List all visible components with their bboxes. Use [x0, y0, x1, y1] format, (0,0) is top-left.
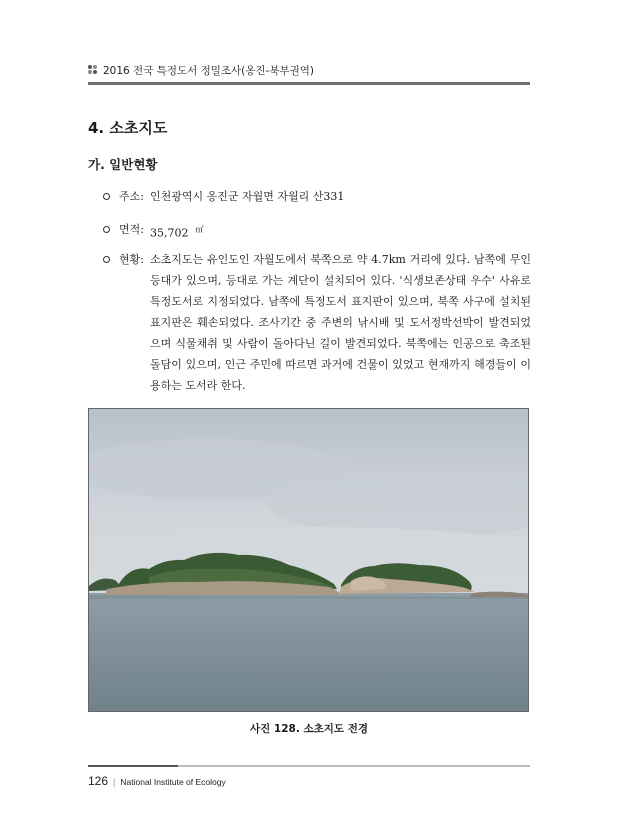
page-number: 126 [88, 774, 109, 788]
island-photo [88, 408, 529, 712]
section-title: 4. 소초지도 [88, 119, 168, 137]
area-unit: ㎡ [195, 225, 204, 234]
subsection-title: 가. 일반현황 [88, 157, 158, 172]
running-header [88, 62, 530, 82]
circle-bullet-icon [103, 193, 110, 200]
status-label: 현황: [119, 253, 144, 266]
footer-rule-accent [88, 765, 178, 767]
header-bullet-icon [88, 65, 98, 75]
circle-bullet-icon [103, 226, 110, 233]
status-paragraph: 소초지도는 유인도인 자월도에서 북쪽으로 약 4.7km 거리에 있다. 남쪽에 무인등대가 있으며, 등대로 가는 계단이 설치되어 있다. '식생보존상태 우수' 사유로 특정도서로 지정되었다. 남쪽에 특정도서 표지판이 있으며, 북쪽 사구에 설치된 표지판은 훼손되었다. 조사기간 중 주변의 낚시배 및 도서정박선박이 발견되었으며 식물채취 및 사람이 돌아다닌 길이 발견되었다. 북쪽에는 인공으로 축조된 돌담이 있으며, 인근 주민에 따르면 과거에 건물이 있었고 현재까지 해경들이 이용하는 도서라 한다. [150, 253, 531, 392]
footer-organization: National Institute of Ecology [120, 777, 226, 787]
area-value: 35,702 [150, 226, 189, 240]
header-rule [88, 82, 530, 85]
page-footer [88, 774, 226, 788]
address-value: 인천광역시 옹진군 자월면 자월리 산331 [150, 190, 345, 203]
footer-rule [178, 765, 530, 767]
footer-separator: | [113, 777, 116, 787]
header-title: 2016 전국 특정도서 정밀조사(옹진-북부권역) [103, 65, 315, 77]
island-photo-image [89, 409, 529, 712]
circle-bullet-icon [103, 256, 110, 263]
area-value-wrap [150, 219, 204, 244]
photo-caption: 사진 128. 소초지도 전경 [249, 723, 369, 735]
area-label: 면적: [119, 223, 144, 236]
address-label: 주소: [119, 190, 144, 203]
